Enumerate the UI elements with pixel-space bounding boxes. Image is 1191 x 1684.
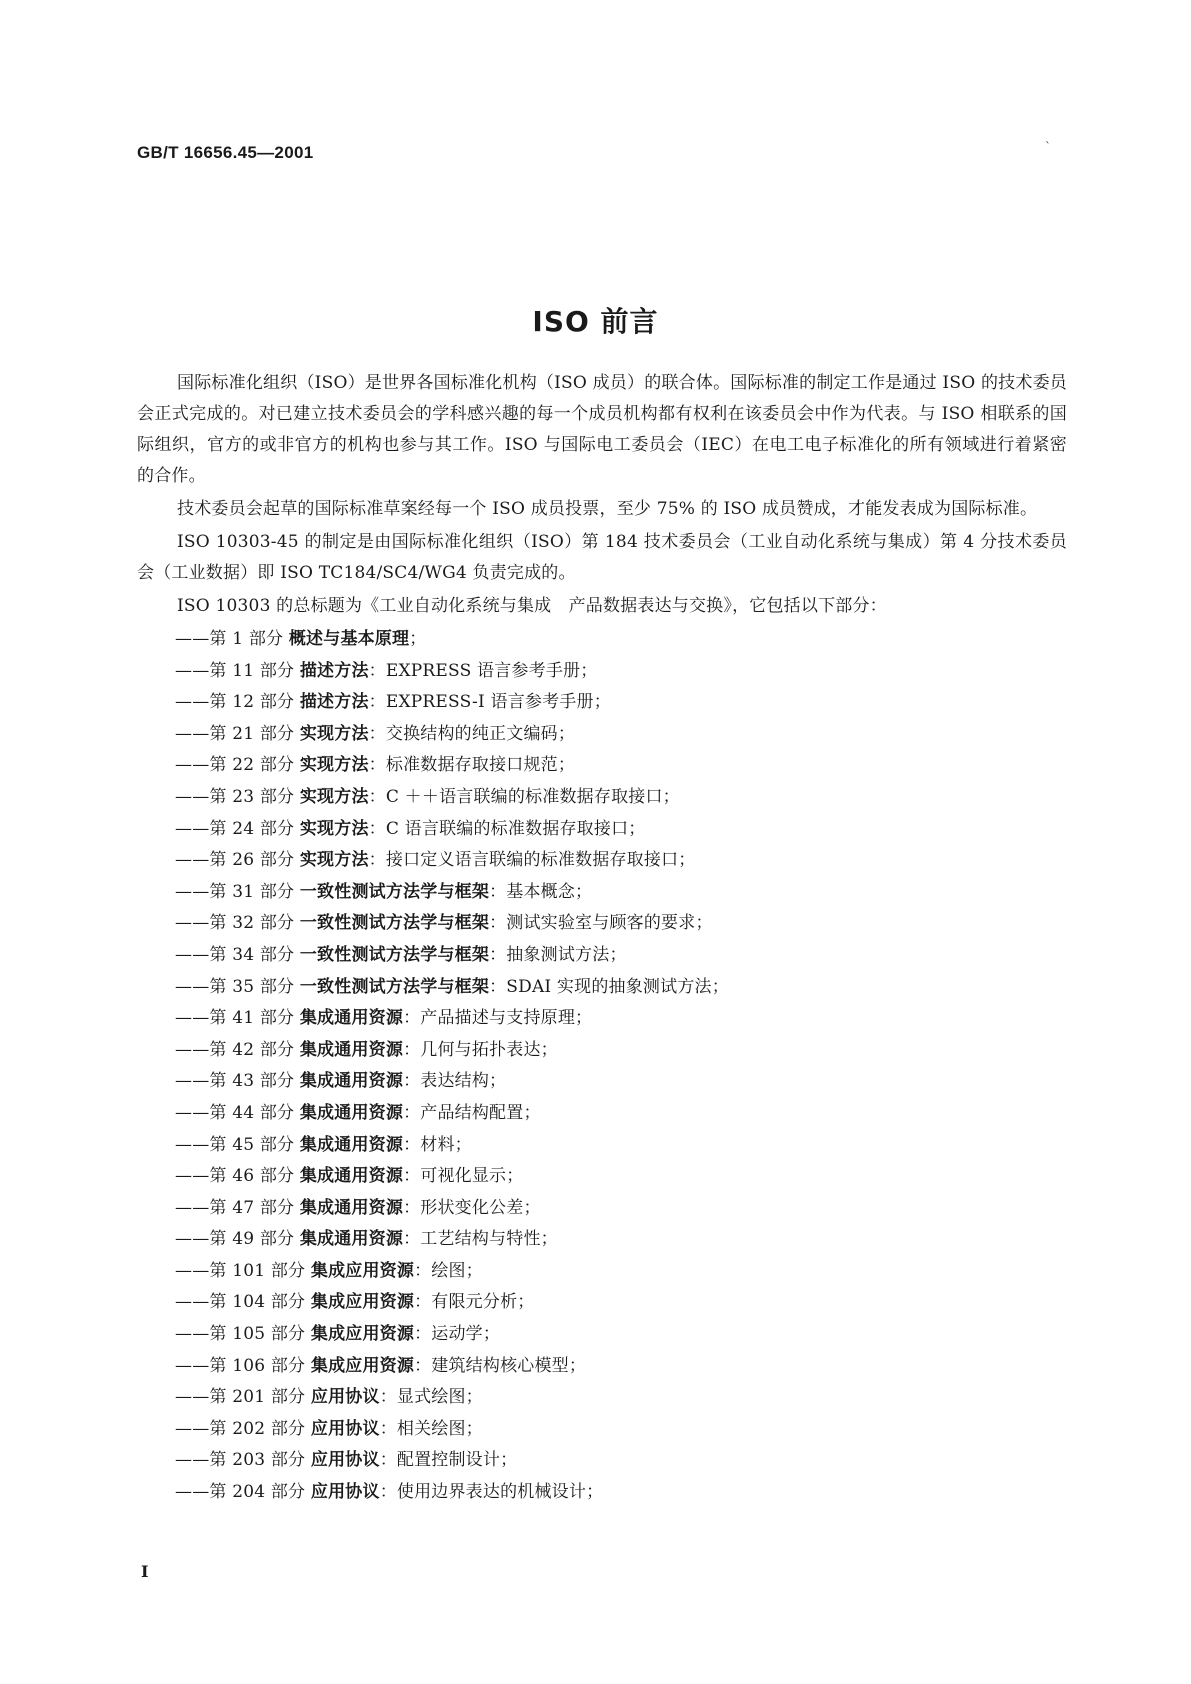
part-category: 应用协议 — [310, 1450, 380, 1471]
parts-list — [137, 624, 1067, 1509]
part-number: ——第 201 部分 — [175, 1387, 306, 1408]
part-number: ——第 24 部分 — [175, 818, 295, 839]
scan-mark: ` — [1045, 140, 1051, 154]
paragraph-general-title: ISO 10303 的总标题为《工业自动化系统与集成 产品数据表达与交换》，它包括以下部分： — [177, 596, 887, 616]
list-item — [175, 1382, 1067, 1414]
list-item — [175, 782, 1067, 814]
part-description: ：基本概念； — [489, 881, 593, 902]
part-description: ：交换结构的纯正文编码； — [368, 723, 576, 744]
paragraph-committee: ISO 10303-45 的制定是由国际标准化组织（ISO）第 184 技术委员会（工业自动化系统与集成）第 4 分技术委员会（工业数据）即 ISO TC184/SC4/WG4 负责完成的。 — [137, 532, 1067, 583]
part-category: 集成通用资源 — [299, 1197, 404, 1218]
part-description: ：使用边界表达的机械设计； — [379, 1482, 604, 1503]
part-category: 一致性测试方法学与框架 — [299, 881, 490, 902]
part-description: ：绘图； — [414, 1260, 483, 1281]
part-category: 应用协议 — [310, 1418, 380, 1439]
list-item — [175, 1224, 1067, 1256]
page-title: ISO 前言 — [532, 305, 659, 338]
part-category: 集成通用资源 — [299, 1008, 404, 1029]
standard-code: GB/T 16656.45—2001 — [137, 143, 314, 162]
list-item — [175, 1130, 1067, 1162]
part-category: 一致性测试方法学与框架 — [299, 913, 490, 934]
list-item — [175, 877, 1067, 909]
part-category: 集成应用资源 — [310, 1355, 415, 1376]
part-number: ——第 23 部分 — [175, 786, 295, 807]
part-description: ：可视化显示； — [403, 1166, 524, 1187]
part-category: 一致性测试方法学与框架 — [299, 944, 490, 965]
part-description: ：相关绘图； — [379, 1418, 483, 1439]
part-number: ——第 203 部分 — [175, 1450, 306, 1471]
foreword-body — [137, 368, 1067, 1509]
part-description: ：建筑结构核心模型； — [414, 1355, 587, 1376]
list-item — [175, 1035, 1067, 1067]
part-category: 实现方法 — [299, 818, 369, 839]
part-number: ——第 47 部分 — [175, 1197, 295, 1218]
part-category: 描述方法 — [299, 660, 369, 681]
list-item — [175, 1319, 1067, 1351]
part-description: ：SDAI 实现的抽象测试方法； — [489, 976, 729, 997]
part-number: ——第 11 部分 — [175, 660, 295, 681]
part-description: ：有限元分析； — [414, 1292, 535, 1313]
part-category: 集成应用资源 — [310, 1260, 415, 1281]
paragraph-voting: 技术委员会起草的国际标准草案经每一个 ISO 成员投票，至少 75% 的 ISO 成员赞成，才能发表成为国际标准。 — [177, 499, 1038, 519]
part-category: 描述方法 — [299, 692, 369, 713]
part-number: ——第 105 部分 — [175, 1324, 306, 1345]
list-item — [175, 908, 1067, 940]
part-description: ：材料； — [403, 1134, 472, 1155]
list-item — [175, 1003, 1067, 1035]
part-number: ——第 42 部分 — [175, 1039, 295, 1060]
part-number: ——第 41 部分 — [175, 1008, 295, 1029]
part-description: ：标准数据存取接口规范； — [368, 755, 576, 776]
part-number: ——第 34 部分 — [175, 944, 295, 965]
part-category: 集成通用资源 — [299, 1039, 404, 1060]
part-description: ：显式绘图； — [379, 1387, 483, 1408]
part-description: ：抽象测试方法； — [489, 944, 627, 965]
part-description: ：产品结构配置； — [403, 1102, 541, 1123]
list-item — [175, 1351, 1067, 1383]
list-item — [175, 719, 1067, 751]
part-number: ——第 1 部分 — [175, 629, 284, 649]
page-number: I — [141, 1562, 149, 1581]
part-description: ：配置控制设计； — [379, 1450, 518, 1471]
part-category: 实现方法 — [299, 723, 369, 744]
part-category: 实现方法 — [299, 755, 369, 776]
part-description: ：测试实验室与顾客的要求； — [489, 913, 713, 934]
part-description: ：C ＋＋语言联编的标准数据存取接口； — [368, 786, 680, 807]
part-description: ：工艺结构与特性； — [403, 1229, 558, 1250]
part-category: 集成通用资源 — [299, 1229, 404, 1250]
part-category: 概述与基本原理 — [288, 629, 410, 649]
list-item — [175, 624, 1067, 656]
part-category: 集成通用资源 — [299, 1071, 404, 1092]
part-category: 实现方法 — [299, 786, 369, 807]
list-item — [175, 1066, 1067, 1098]
part-description: ：运动学； — [414, 1324, 501, 1345]
part-number: ——第 26 部分 — [175, 850, 295, 871]
list-item — [175, 1098, 1067, 1130]
part-number: ——第 101 部分 — [175, 1260, 306, 1281]
part-number: ——第 12 部分 — [175, 692, 295, 713]
part-category: 集成应用资源 — [310, 1324, 415, 1345]
list-item — [175, 1287, 1067, 1319]
list-item — [175, 1193, 1067, 1225]
part-description: ：产品描述与支持原理； — [403, 1008, 593, 1029]
part-category: 应用协议 — [310, 1387, 380, 1408]
part-description: ：EXPRESS 语言参考手册； — [368, 660, 598, 681]
list-item — [175, 1414, 1067, 1446]
part-category: 一致性测试方法学与框架 — [299, 976, 490, 997]
part-category: 实现方法 — [299, 850, 369, 871]
part-number: ——第 31 部分 — [175, 881, 295, 902]
part-number: ——第 204 部分 — [175, 1482, 306, 1503]
part-description: ：C 语言联编的标准数据存取接口； — [368, 818, 646, 839]
list-item — [175, 972, 1067, 1004]
list-item — [175, 750, 1067, 782]
list-item — [175, 687, 1067, 719]
part-category: 集成应用资源 — [310, 1292, 415, 1313]
part-description: ； — [409, 629, 427, 649]
part-number: ——第 44 部分 — [175, 1102, 295, 1123]
list-item — [175, 1445, 1067, 1477]
part-category: 应用协议 — [310, 1482, 380, 1503]
list-item — [175, 845, 1067, 877]
part-number: ——第 35 部分 — [175, 976, 295, 997]
part-description: ：表达结构； — [403, 1071, 507, 1092]
part-number: ——第 104 部分 — [175, 1292, 306, 1313]
list-item — [175, 1477, 1067, 1509]
part-number: ——第 32 部分 — [175, 913, 295, 934]
part-description: ：接口定义语言联编的标准数据存取接口； — [368, 850, 696, 871]
part-number: ——第 49 部分 — [175, 1229, 295, 1250]
part-number: ——第 45 部分 — [175, 1134, 295, 1155]
paragraph-iso-intro: 国际标准化组织（ISO）是世界各国标准化机构（ISO 成员）的联合体。国际标准的制定工作是通过 ISO 的技术委员会正式完成的。对已建立技术委员会的学科感兴趣的每一个成员机构都有权利在该委员会中作为代表。与 ISO 相联系的国际组织，官方的或非官方的机构也参与其工作。ISO 与国际电工委员会（IEC）在电工电子标准化的所有领域进行着紧密的合作。 — [137, 373, 1067, 486]
part-description: ：几何与拓扑表达； — [403, 1039, 558, 1060]
part-category: 集成通用资源 — [299, 1102, 404, 1123]
part-number: ——第 21 部分 — [175, 723, 295, 744]
list-item — [175, 814, 1067, 846]
part-number: ——第 22 部分 — [175, 755, 295, 776]
part-category: 集成通用资源 — [299, 1134, 404, 1155]
list-item — [175, 1161, 1067, 1193]
part-number: ——第 202 部分 — [175, 1418, 306, 1439]
list-item — [175, 1256, 1067, 1288]
part-number: ——第 46 部分 — [175, 1166, 295, 1187]
part-description: ：形状变化公差； — [403, 1197, 541, 1218]
part-number: ——第 43 部分 — [175, 1071, 295, 1092]
list-item — [175, 656, 1067, 688]
part-description: ：EXPRESS-I 语言参考手册； — [368, 692, 611, 713]
part-number: ——第 106 部分 — [175, 1355, 306, 1376]
list-item — [175, 940, 1067, 972]
part-category: 集成通用资源 — [299, 1166, 404, 1187]
